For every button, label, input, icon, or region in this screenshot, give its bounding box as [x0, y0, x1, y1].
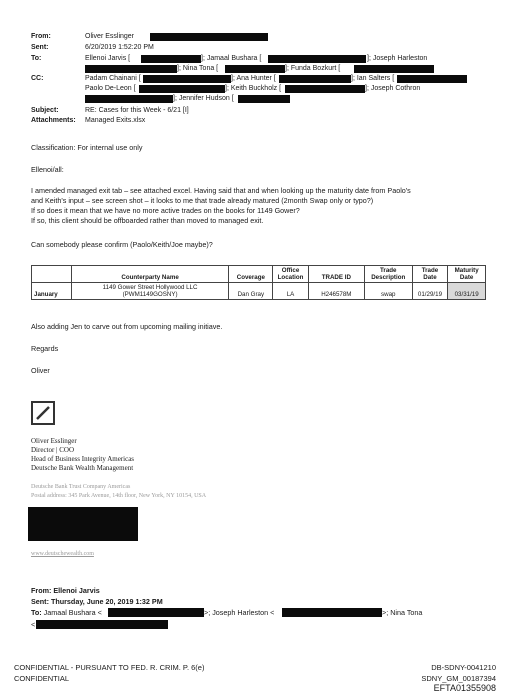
para1-line4: If so, this client should be offboarded rather than moved to managed exit.	[31, 216, 264, 225]
trade-table	[31, 265, 486, 300]
redaction-box	[354, 65, 434, 73]
redaction-box	[282, 608, 382, 617]
cell-trade-date: 01/29/19	[412, 283, 448, 300]
table-header-row	[32, 266, 486, 283]
prior-to-b: >; Joseph Harleston <	[204, 608, 275, 617]
signature-role: Head of Business Integrity Americas	[31, 455, 135, 463]
redaction-box	[397, 75, 467, 83]
cc-line2-c: ]; Joseph Cothron	[365, 85, 421, 92]
cc-label: CC:	[31, 75, 44, 82]
to-line2-b: ]; Funda Bozkurt [	[285, 65, 341, 72]
cc-line1-c: ]; Ian Salters [	[351, 75, 395, 82]
prior-to-d: <	[31, 620, 36, 629]
to-line1-c: ]; Joseph Harleston	[367, 55, 428, 62]
header-office: Office Location	[273, 266, 309, 283]
prior-to-line	[31, 608, 102, 618]
signature-company: Deutsche Bank Trust Company Americas	[31, 484, 131, 490]
redaction-box	[141, 55, 201, 63]
cc-line2-a: Paolo De-Leon [	[85, 85, 136, 92]
redaction-box	[139, 85, 225, 93]
cell-trade-id: H246578M	[308, 283, 364, 300]
redaction-box	[36, 620, 168, 629]
table-row	[32, 283, 486, 300]
footer-confidential-rule: CONFIDENTIAL - PURSUANT TO FED. R. CRIM. P. 6(e)	[14, 663, 205, 672]
regards-text: Regards	[31, 344, 59, 353]
para1-line3: If so does it mean that we have no more active trades on the books for 1149 Gower?	[31, 206, 300, 215]
header-maturity-date: Maturity Date	[448, 266, 486, 283]
cc-line1-b: ]; Ana Hunter [	[231, 75, 276, 82]
header-coverage: Coverage	[229, 266, 273, 283]
signature-address: Postal address: 345 Park Avenue, 14th floor, New York, NY 10154, USA	[31, 493, 207, 499]
footer-confidential: CONFIDENTIAL	[14, 674, 70, 683]
footer-bates-3: EFTA01355908	[433, 683, 496, 693]
redaction-box	[150, 33, 268, 41]
signoff-text: Oliver	[31, 366, 50, 375]
to-line2-a: ]; Nina Tona [	[177, 65, 219, 72]
from-label: From:	[31, 33, 51, 40]
header-trade-id: TRADE ID	[308, 266, 364, 283]
to-label: To:	[31, 55, 42, 62]
classification-text: Classification: For internal use only	[31, 143, 143, 152]
redaction-box	[108, 608, 204, 617]
redaction-box	[85, 95, 173, 103]
cell-counterparty: 1149 Gower Street Hollywood LLC (PWM1149GOSNY)	[71, 283, 229, 300]
cell-coverage: Dan Gray	[229, 283, 273, 300]
sent-label: Sent:	[31, 44, 49, 51]
footer-bates-1: DB-SDNY-0041210	[431, 663, 496, 672]
prior-to-label: To:	[31, 608, 42, 617]
header-counterparty: Counterparty Name	[71, 266, 229, 283]
para1-line2: and Keith's input – see screen shot – it looks to me that trade already matured (2month Swap only or typo?)	[31, 196, 374, 205]
attachment-link[interactable]: Managed Exits.xlsx	[85, 117, 146, 124]
prior-to-a: Jamaal Bushara <	[43, 608, 102, 617]
cell-description: swap	[364, 283, 412, 300]
redaction-box	[285, 85, 365, 93]
redaction-box	[225, 65, 285, 73]
from-value: Oliver Esslinger	[85, 33, 135, 40]
deutsche-bank-logo-icon	[31, 401, 55, 425]
cc-line2-b: ]; Keith Buckholz [	[225, 85, 282, 92]
redaction-box	[279, 75, 351, 83]
header-description: Trade Description	[364, 266, 412, 283]
signature-bank: Deutsche Bank Wealth Management	[31, 464, 134, 472]
cc-line1-a: Padam Chainani [	[85, 75, 141, 82]
subject-label: Subject:	[31, 107, 59, 114]
signature-url-link[interactable]: www.deutschewealth.com	[31, 551, 94, 557]
attachments-label: Attachments:	[31, 117, 76, 124]
prior-sent: Sent: Thursday, June 20, 2019 1:32 PM	[31, 597, 163, 606]
sent-value: 6/20/2019 1:52:20 PM	[85, 44, 154, 51]
signature-name: Oliver Esslinger	[31, 437, 77, 445]
prior-from: From: Ellenoi Jarvis	[31, 586, 100, 595]
redaction-box	[268, 55, 366, 63]
cell-maturity-date: 03/31/19	[448, 283, 486, 300]
also-text: Also adding Jen to carve out from upcoming mailing initiave.	[31, 322, 223, 331]
cell-office: LA	[273, 283, 309, 300]
para1-line1: I amended managed exit tab – see attached excel. Having said that and when looking up the maturity date from Paolo's	[31, 186, 411, 195]
subject-value: RE: Cases for this Week - 6/21 [I]	[85, 107, 189, 114]
redaction-box	[85, 65, 177, 73]
header-trade-date: Trade Date	[412, 266, 448, 283]
redaction-box	[238, 95, 290, 103]
greeting-text: Ellenoi/all:	[31, 165, 64, 174]
to-line1-a: Ellenoi Jarvis [	[85, 55, 131, 62]
to-line1-b: ]; Jamaal Bushara [	[201, 55, 262, 62]
footer-bates-2: SDNY_GM_00187394	[421, 674, 496, 683]
redaction-box	[143, 75, 231, 83]
signature-title: Director | COO	[31, 446, 75, 454]
question-text: Can somebody please confirm (Paolo/Keith/Joe maybe)?	[31, 240, 213, 249]
cell-month: January	[32, 283, 72, 300]
redaction-box	[28, 507, 138, 541]
prior-to-c: >; Nina Tona	[382, 608, 423, 617]
header-month	[32, 266, 72, 283]
cc-line3-a: ]; Jennifer Hudson [	[173, 95, 234, 102]
